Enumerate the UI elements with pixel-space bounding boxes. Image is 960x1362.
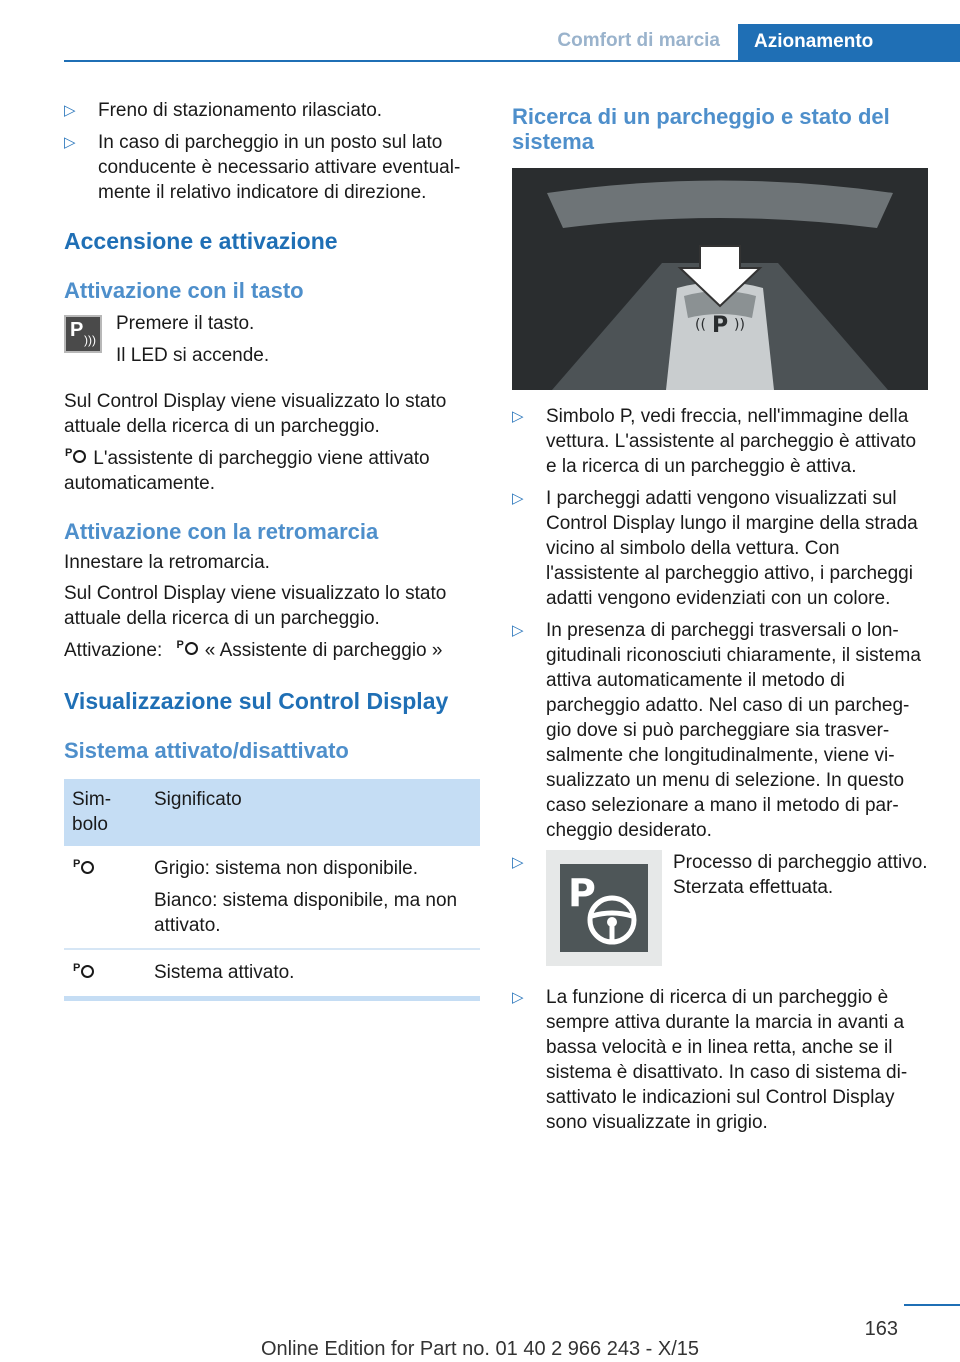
chapter-tab[interactable]: Azionamento (738, 24, 960, 62)
online-edition-text: Online Edition for Part no. 01 40 2 966 243 - X/15 (260, 1338, 700, 1360)
display-status-text-2: Sul Control Display viene visualizzato lo stato attuale della ricerca di un parcheggio. (64, 583, 447, 629)
table-header-row (64, 779, 480, 846)
status-list (512, 404, 928, 1135)
section-tab[interactable]: Comfort di marcia (557, 30, 720, 51)
control-display-photo (512, 168, 928, 390)
precondition-list (64, 98, 480, 205)
column-header-meaning: Significato (146, 779, 480, 846)
activation-menu-text: Attivazione: P « Assistente di parcheggio » (64, 639, 443, 661)
heading-visualizzazione: Visualizzazione sul Control Display (64, 688, 449, 714)
park-steering-wheel-icon (560, 864, 648, 952)
heading-attivazione-tasto: Attivazione con il tasto (64, 278, 304, 303)
list-item: ▷ Freno di stazionamento rilasciato. (64, 100, 383, 121)
table-cell-meaning: Sistema attivato. (146, 949, 480, 999)
table-cell-symbol (64, 949, 146, 999)
left-column (64, 98, 480, 1001)
column-header-symbol: Simbolo (64, 779, 146, 846)
led-text: Il LED si accende. (116, 345, 270, 366)
bullet-triangle-icon: ▷ (64, 134, 76, 151)
bullet-triangle-icon: ▷ (512, 622, 524, 639)
list-item: ▷ In presenza di parcheggi trasversali o longitudinali riconosciuti chiaramente, il sistema attiva automaticamente il metodo di parcheggio adatto. Nel caso di un parcheggio dove si può parcheggiare sia trasversalmente che longitudinalmente, viene visualizzato un menu di selezione. In questo caso selezionare a mano il metodo di parcheggio desiderato. (512, 620, 921, 841)
heading-ricerca: Ricerca di un parcheggio e stato del sistema (512, 104, 890, 154)
bullet-triangle-icon: ▷ (512, 408, 524, 425)
display-status-text: Sul Control Display viene visualizzato lo stato attuale della ricerca di un parcheggio. (64, 391, 447, 437)
park-assist-symbol-icon: P (176, 637, 200, 659)
park-steering-image (546, 850, 662, 966)
parking-display-illustration (512, 168, 928, 390)
list-item: ▷ P Processo di parcheggio attivo. Sterzata effettuata. (512, 850, 928, 978)
heading-sistema: Sistema attivato/disattivato (64, 738, 349, 763)
svg-text:)): )) (734, 317, 745, 333)
page-header (64, 24, 960, 62)
footer-divider (904, 1304, 960, 1306)
park-assist-symbol-icon: P (64, 445, 88, 467)
list-item: ▷ La funzione di ricerca di un parcheggio è sempre attiva durante la marcia in avanti a bassa velocità e in linea retta, anche se il sistema è disattivato. In caso di sistema disattivato le indicazioni sul Control Display sono visualizzate in grigio. (512, 987, 908, 1133)
heading-accensione: Accensione e attivazione (64, 228, 338, 254)
svg-text:P: P (568, 871, 596, 915)
table-row (64, 846, 480, 949)
reverse-text: Innestare la retromarcia. (64, 552, 270, 573)
list-item: ▷ I parcheggi adatti vengono visualizzati sul Control Display lungo il margine della strada vicino al simbolo della vettura. Con l'assistente al parcheggio attivo, i parcheggi adatti vengono evidenziati con un colore. (512, 488, 918, 609)
park-assist-symbol-icon: P (72, 856, 96, 878)
button-instruction (64, 311, 480, 375)
symbol-table (64, 779, 480, 1001)
heading-attivazione-retro: Attivazione con la retromarcia (64, 519, 379, 544)
table-row (64, 949, 480, 999)
auto-activation-text: P L'assistente di parcheggio viene attivato automaticamente. (64, 447, 430, 494)
right-column (512, 98, 928, 1142)
photo-p-symbol: P (711, 313, 729, 338)
table-cell-meaning: Grigio: sistema non disponibile. Bianco: sistema disponibile, ma non attivato. (146, 846, 480, 949)
bullet-triangle-icon: ▷ (64, 102, 76, 119)
svg-text:((: (( (695, 317, 706, 333)
page-number: 163 (864, 1318, 898, 1340)
table-cell-symbol (64, 846, 146, 949)
bullet-triangle-icon: ▷ (512, 989, 524, 1006)
park-assist-active-symbol-icon: P (72, 960, 96, 982)
list-item: ▷ Simbolo P, vedi freccia, nell'immagine della vettura. L'assistente al parcheggio è attivato e la ricerca di un parcheggio è attiva. (512, 406, 917, 477)
bullet-triangle-icon: ▷ (512, 490, 524, 507)
list-item: ▷ In caso di parcheggio in un posto sul lato conducente è necessario attivare eventualmente il relativo indicatore di direzione. (64, 132, 461, 203)
park-assist-button-icon: P ))) (64, 315, 102, 353)
bullet-triangle-icon: ▷ (512, 854, 524, 871)
press-button-text: Premere il tasto. (116, 313, 255, 334)
